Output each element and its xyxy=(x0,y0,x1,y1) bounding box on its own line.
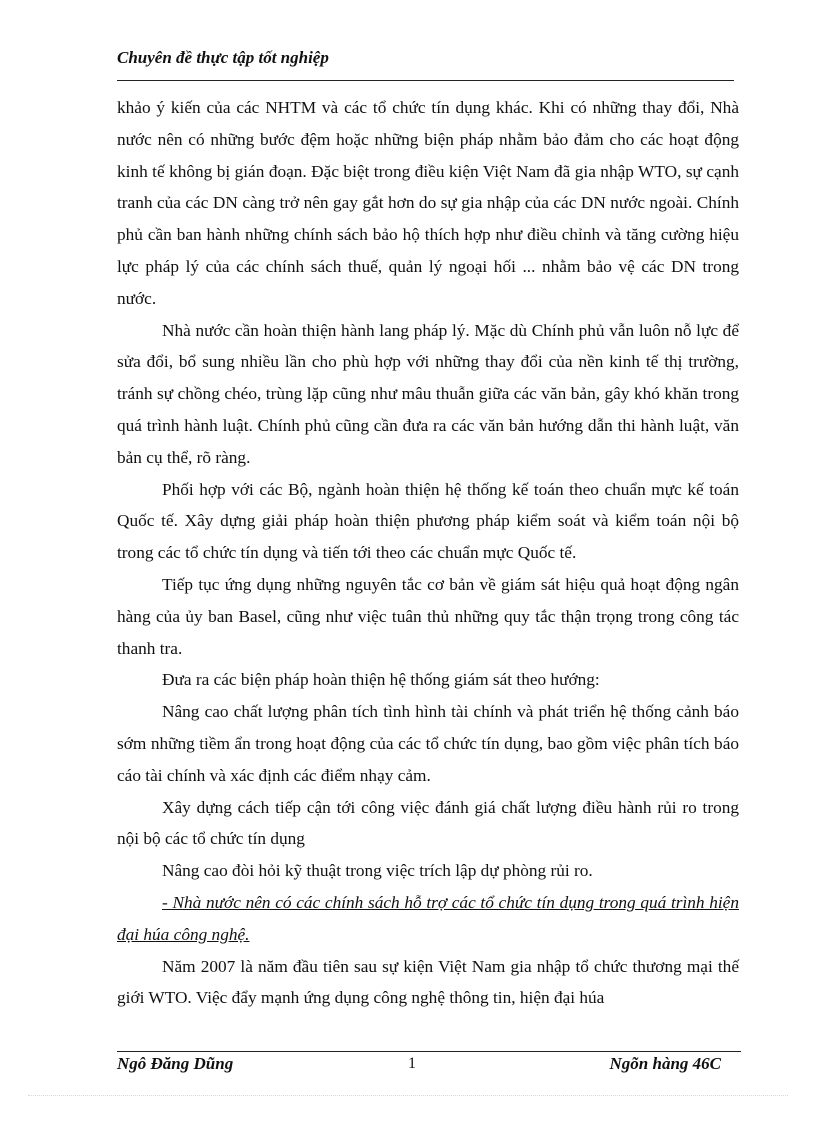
paragraph-financial-analysis: Nâng cao chất lượng phân tích tình hình tài chính và phát triển hệ thống cảnh báo sớm những tiềm ẩn trong hoạt động của các tổ chức tín dụng, bao gồm việc phân tích báo cáo tài chính và xác định các điểm nhạy cảm. xyxy=(117,702,739,785)
header-divider xyxy=(117,80,734,81)
footer-divider xyxy=(117,1051,741,1052)
page-header-title: Chuyên đề thực tập tốt nghiệp xyxy=(117,48,329,67)
paragraph-risk-management: Xây dựng cách tiếp cận tới công việc đánh giá chất lượng điều hành rủi ro trong nội bộ các tổ chức tín dụng xyxy=(117,797,739,849)
paragraph-2007-wto: Năm 2007 là năm đầu tiên sau sự kiện Việt Nam gia nhập tổ chức thương mại thế giới WTO. Việc đẩy mạnh ứng dụng công nghệ thông tin, hiện đại húa xyxy=(117,956,739,1008)
paragraph-supervision-intro: Đưa ra các biện pháp hoàn thiện hệ thống giám sát theo hướng: xyxy=(162,670,600,690)
footer-class: Ngõn hàng 46C xyxy=(609,1054,721,1073)
paragraph-continuation: khảo ý kiến của các NHTM và các tổ chức tín dụng khác. Khi có những thay đổi, Nhà nước nên có những bước đệm hoặc những biện pháp nhằm bảo đảm cho các hoạt động kinh tế không bị gián đoạn. Đặc biệt trong điều kiện Việt Nam đã gia nhập WTO, sự cạnh tranh của các DN càng trở nên gay gắt hơn do sự gia nhập của các DN nước ngoài. Chính phủ cần ban hành những chính sách bảo hộ thích hợp như điều chỉnh và tăng cường hiệu lực pháp lý của các chính sách thuế, quản lý ngoại hối ... nhằm bảo vệ các DN trong nước. xyxy=(117,98,739,308)
paragraph-basel-principles: Tiếp tục ứng dụng những nguyên tắc cơ bản về giám sát hiệu quả hoạt động ngân hàng của ủy ban Basel, cũng như việc tuân thủ những quy tắc thận trọng trong công tác thanh tra. xyxy=(117,574,739,658)
paragraph-technology-support xyxy=(117,887,739,951)
document-body xyxy=(117,92,739,1014)
page-boundary xyxy=(28,1095,788,1096)
footer-author: Ngô Đăng Dũng xyxy=(117,1054,234,1073)
technology-support-text: - Nhà nước nên có các chính sách hỗ trợ các tổ chức tín dụng trong quá trình hiện đại húa công nghệ. xyxy=(117,892,739,944)
paragraph-provisioning: Nâng cao đòi hỏi kỹ thuật trong việc trích lập dự phòng rủi ro. xyxy=(162,861,593,881)
paragraph-legal-framework: Nhà nước cần hoàn thiện hành lang pháp lý. Mặc dù Chính phủ vẫn luôn nỗ lực để sửa đổi, bổ sung nhiều lần cho phù hợp với những thay đổi của nền kinh tế thị trường, tránh sự chồng chéo, trùng lặp cũng như mâu thuẫn giữa các văn bản, gây khó khăn trong quá trình hành luật. Chính phủ cũng cần đưa ra các văn bản hướng dẫn thi hành luật, văn bản cụ thể, rõ ràng. xyxy=(117,320,739,467)
paragraph-accounting-standards: Phối hợp với các Bộ, ngành hoàn thiện hệ thống kế toán theo chuẩn mực kế toán Quốc tế. Xây dựng giải pháp hoàn thiện phương pháp kiểm soát và kiểm toán nội bộ trong các tổ chức tín dụng và tiến tới theo các chuẩn mực Quốc tế. xyxy=(117,479,739,563)
page-number: 1 xyxy=(408,1055,416,1072)
